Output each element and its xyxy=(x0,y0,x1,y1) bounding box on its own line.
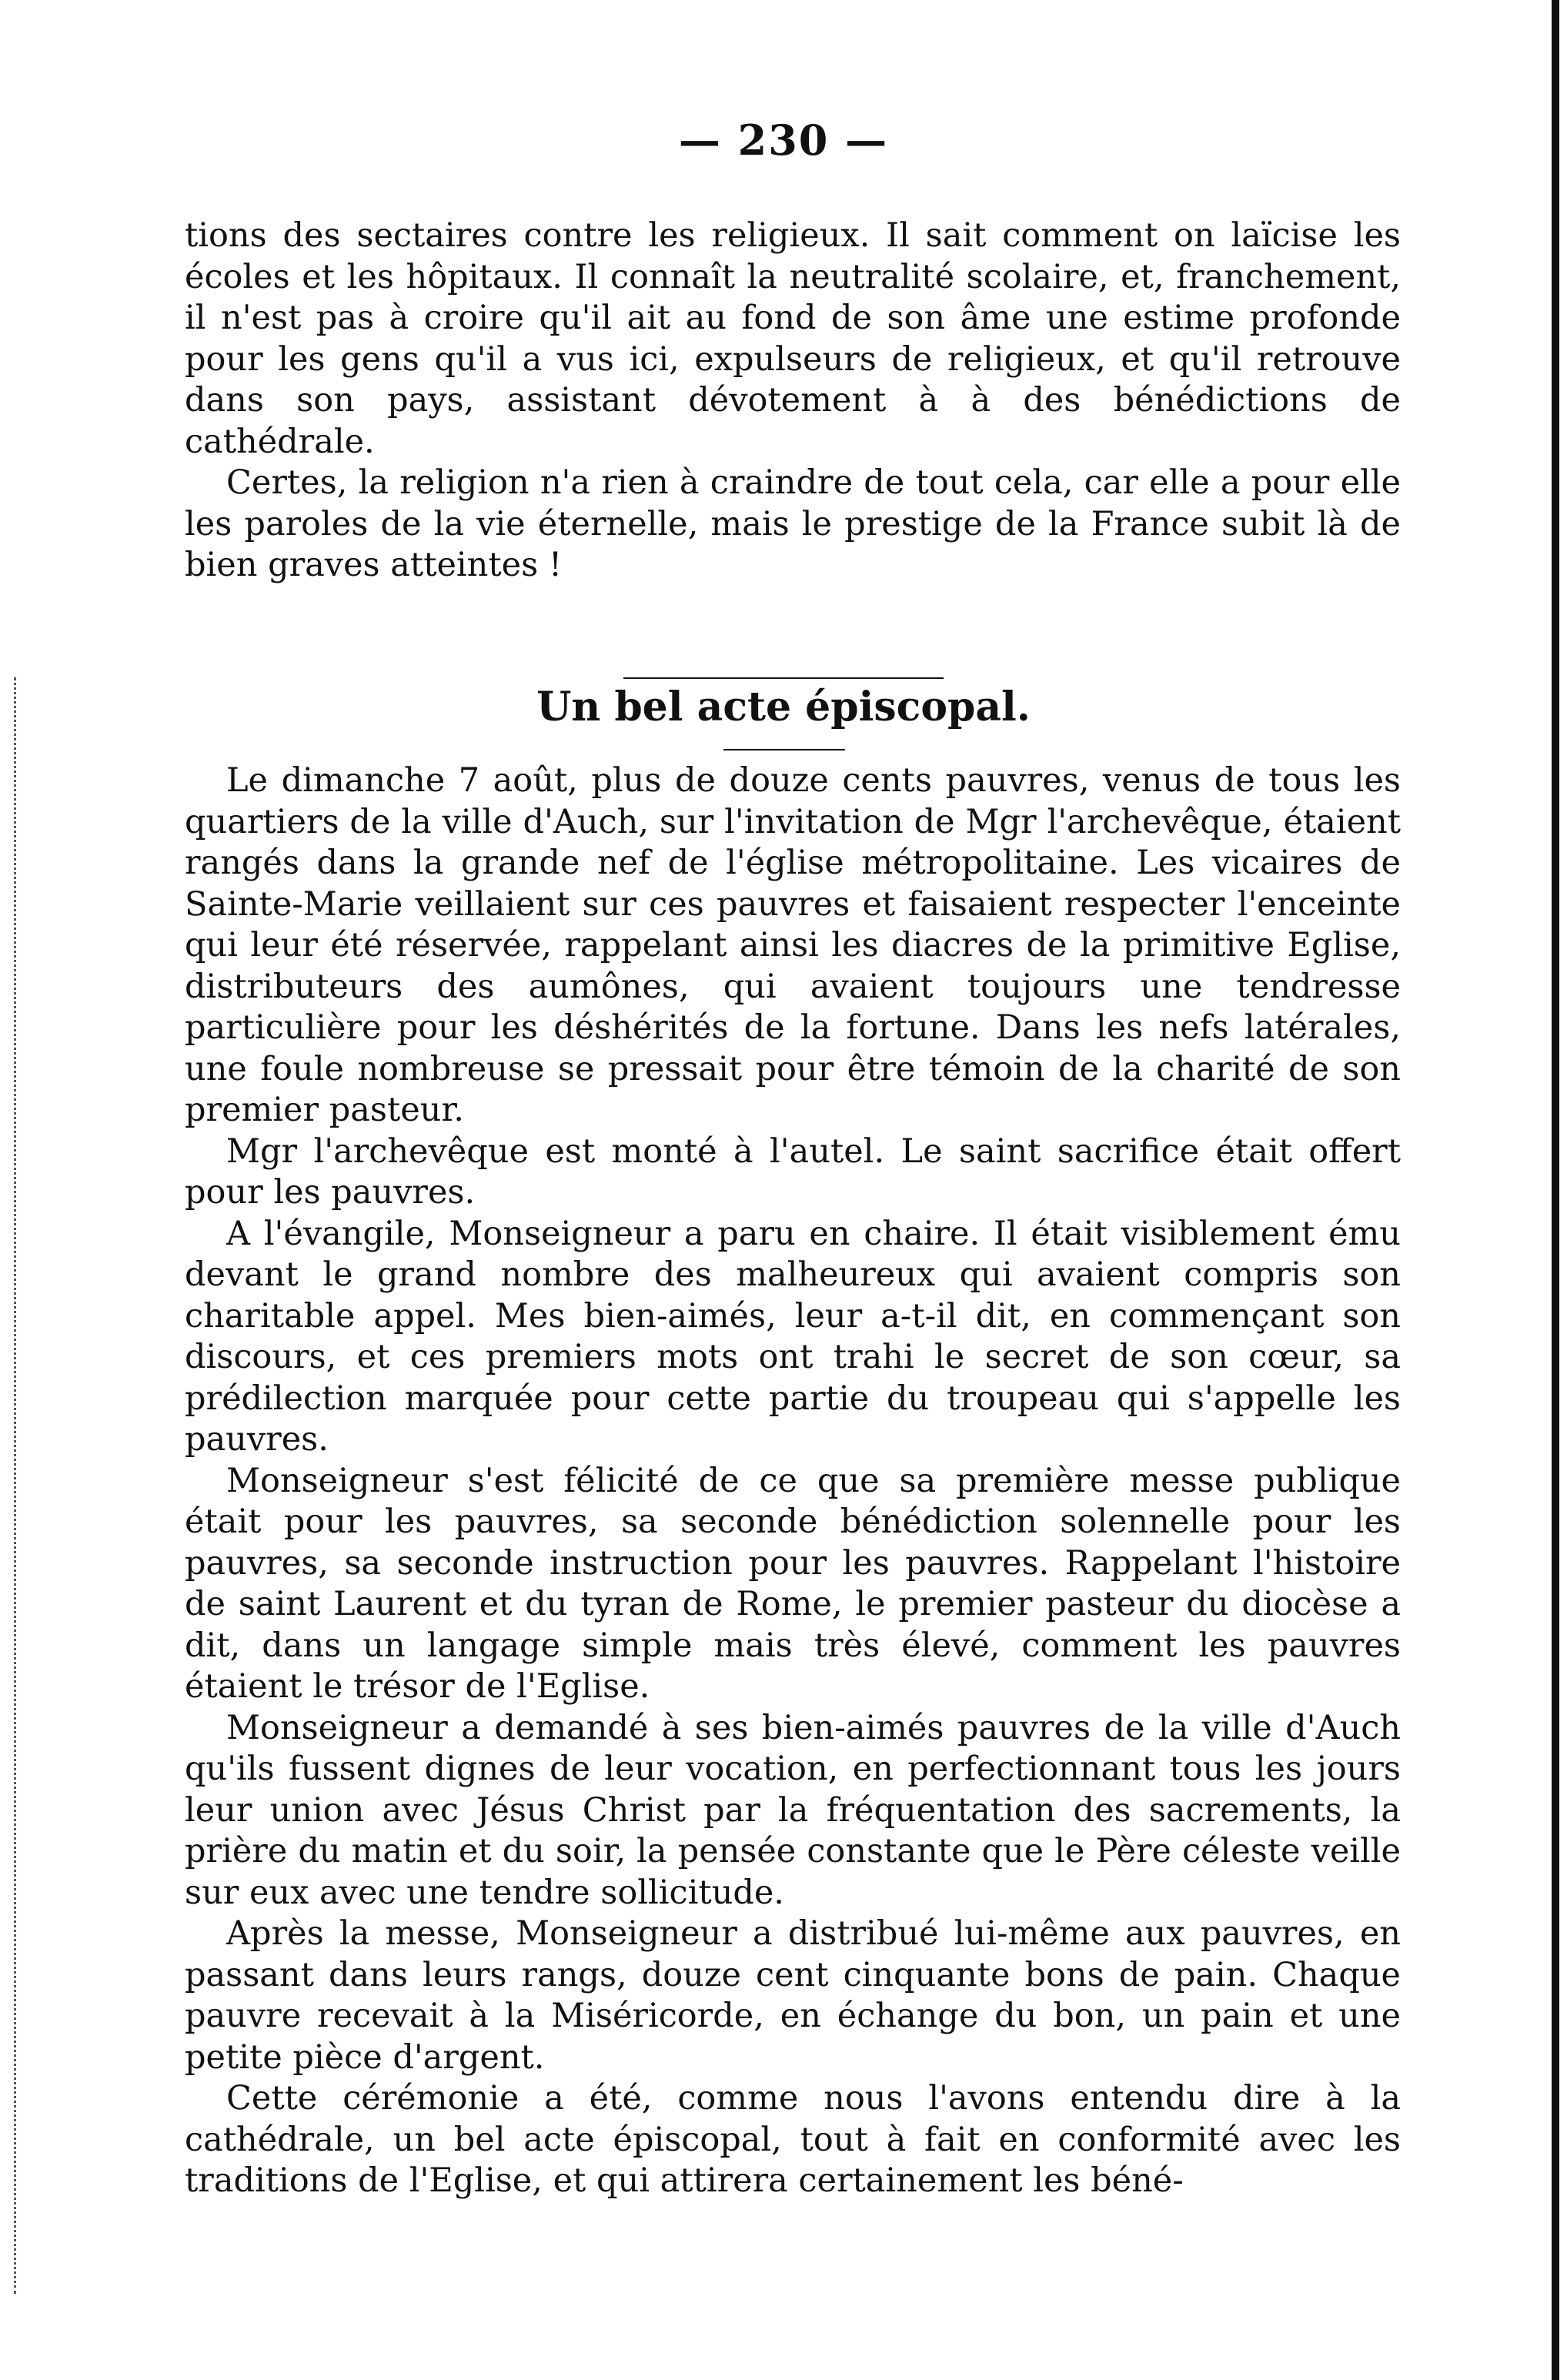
paragraph: Monseigneur a demandé à ses bien-aimés pauvres de la ville d'Auch qu'ils fussent dignes de leur vocation, en perfectionnant tous les jours leur union avec Jésus Christ par la fréquentation des sacrements, la prière du matin et du soir, la pensée constante que le Père céleste veille sur eux avec une tendre sollicitude. xyxy=(185,1708,1401,1912)
article-body xyxy=(185,760,1401,2202)
paragraph: Monseigneur s'est félicité de ce que sa première messe publique était pour les pauvres, sa seconde bénédiction solennelle pour les pauvres, sa seconde instruction pour les pauvres. Rappelant l'histoire de saint Laurent et du tyran de Rome, le premier pasteur du diocèse a dit, dans un langage simple mais très élevé, comment les pauvres étaient le trésor de l'Eglise. xyxy=(185,1461,1401,1706)
section-divider xyxy=(623,677,944,679)
section-title: Un bel acte épiscopal. xyxy=(536,684,1031,730)
paragraph: A l'évangile, Monseigneur a paru en chaire. Il était visiblement ému devant le grand nombre des malheureux qui avaient compris son charitable appel. Mes bien-aimés, leur a-t-il dit, en commençant son discours, et ces premiers mots ont trahi le secret de son cœur, sa prédilection marquée pour cette partie du troupeau qui s'appelle les pauvres. xyxy=(185,1214,1401,1459)
paragraph: tions des sectaires contre les religieux. Il sait comment on laïcise les écoles et les hôpitaux. Il connaît la neutralité scolaire, et, franchement, il n'est pas à croire qu'il ait au fond de son âme une estime profonde pour les gens qu'il a vus ici, expulseurs de religieux, et qu'il retrouve dans son pays, assistant dévotement à à des bénédictions de cathédrale. xyxy=(185,216,1401,461)
page-number: — 230 — xyxy=(678,115,889,165)
page-binding-edge xyxy=(1552,0,1559,2380)
paragraph: Mgr l'archevêque est monté à l'autel. Le saint sacrifice était offert pour les pauvres. xyxy=(185,1132,1401,1212)
paragraph: Après la messe, Monseigneur a distribué lui-même aux pauvres, en passant dans leurs rangs, douze cent cinquante bons de pain. Chaque pauvre recevait à la Miséricorde, en échange du bon, un pain et une petite pièce d'argent. xyxy=(185,1914,1401,2077)
paragraph: Le dimanche 7 août, plus de douze cents pauvres, venus de tous les quartiers de la ville d'Auch, sur l'invitation de Mgr l'archevêque, étaient rangés dans la grande nef de l'église métropolitaine. Les vicaires de Sainte-Marie veillaient sur ces pauvres et faisaient respecter l'enceinte qui leur été réservée, rappelant ainsi les diacres de la primitive Eglise, distributeurs des aumônes, qui avaient toujours une tendresse particulière pour les déshérités de la fortune. Dans les nefs latérales, une foule nombreuse se pressait pour être témoin de la charité de son premier pasteur. xyxy=(185,761,1401,1129)
paragraph: Cette cérémonie a été, comme nous l'avons entendu dire à la cathédrale, un bel acte épiscopal, tout à fait en conformité avec les traditions de l'Eglise, et qui attirera certainement les béné- xyxy=(185,2079,1401,2200)
paragraph: Certes, la religion n'a rien à craindre de tout cela, car elle a pour elle les paroles de la vie éternelle, mais le prestige de la France subit là de bien graves atteintes ! xyxy=(185,463,1401,584)
top-text-block xyxy=(185,216,1401,587)
gutter-dot-line xyxy=(14,677,19,2294)
title-underline xyxy=(723,749,845,750)
